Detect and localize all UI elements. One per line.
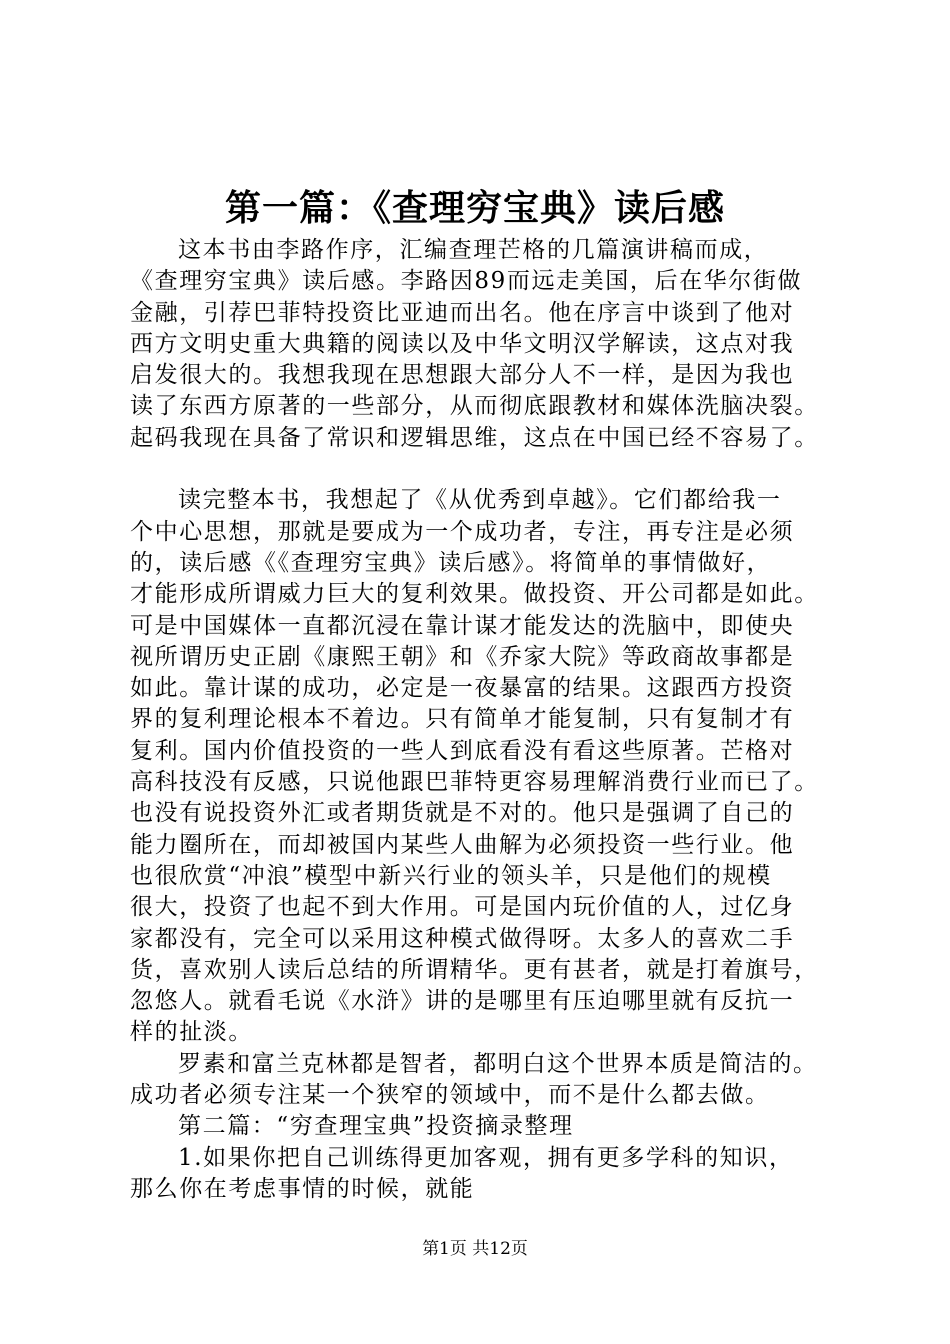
document-body [130, 235, 860, 1205]
paragraph-line: 很大，投资了也起不到大作用。可是国内玩价值的人，过亿身 [130, 894, 795, 921]
paragraph-line: 金融，引荐巴菲特投资比亚迪而出名。他在序言中谈到了他对 [130, 299, 795, 326]
paragraph-gap [130, 454, 860, 485]
paragraph-line: 读了东西方原著的一些部分，从而彻底跟教材和媒体洗脑决裂。 [130, 393, 819, 420]
page-footer: 第1页 共12页 [422, 1239, 528, 1259]
paragraph-line: 罗素和富兰克林都是智者，都明白这个世界本质是简洁的。 [178, 1050, 818, 1077]
section-heading: 第二篇：“穷查理宝典”投资摘录整理 [178, 1113, 574, 1140]
paragraph-line: 这本书由李路作序，汇编查理芒格的几篇演讲稿而成， [178, 237, 769, 263]
paragraph-line: 起码我现在具备了常识和逻辑思维，这点在中国已经不容易了。 [130, 424, 819, 451]
paragraph-line: 《查理穷宝典》读后感。李路因89而远走美国，后在华尔街做 [130, 268, 803, 295]
paragraph-line: 也很欣赏“冲浪”模型中新兴行业的领头羊，只是他们的规模 [130, 862, 772, 889]
paragraph-line: 启发很大的。我想我现在思想跟大部分人不一样，是因为我也 [130, 362, 795, 389]
paragraph-line: 也没有说投资外汇或者期货就是不对的。他只是强调了自己的 [130, 800, 795, 827]
paragraph-line: 可是中国媒体一直都沉浸在靠计谋才能发达的洗脑中，即使央 [130, 612, 795, 639]
paragraph-line: 西方文明史重大典籍的阅读以及中华文明汉学解读，这点对我 [130, 330, 795, 357]
paragraph-line: 能力圈所在，而却被国内某些人曲解为必须投资一些行业。他 [130, 831, 795, 858]
paragraph-line: 高科技没有反感，只说他跟巴菲特更容易理解消费行业而已了。 [130, 769, 819, 796]
paragraph-line: 的，读后感《《查理穷宝典》读后感》。将简单的事情做好， [130, 549, 772, 576]
paragraph-line: 才能形成所谓威力巨大的复利效果。做投资、开公司都是如此。 [130, 581, 819, 608]
paragraph-line: 如此。靠计谋的成功，必定是一夜暴富的结果。这跟西方投资 [130, 675, 795, 702]
paragraph-line: 家都没有，完全可以采用这种模式做得呀。太多人的喜欢二手 [130, 925, 795, 952]
paragraph-line: 复利。国内价值投资的一些人到底看没有看这些原著。芒格对 [130, 737, 795, 764]
paragraph-line: 那么你在考虑事情的时候，就能 [130, 1175, 475, 1202]
paragraph-line: 样的扯淡。 [130, 1019, 253, 1046]
paragraph-line: 忽悠人。就看毛说《水浒》讲的是哪里有压迫哪里就有反抗一 [130, 988, 795, 1015]
paragraph-line: 视所谓历史正剧《康熙王朝》和《乔家大院》等政商故事都是 [130, 643, 795, 670]
paragraph-line: 货，喜欢别人读后总结的所谓精华。更有甚者，就是打着旗号， [130, 956, 819, 983]
paragraph-line: 成功者必须专注某一个狭窄的领域中，而不是什么都去做。 [130, 1082, 770, 1109]
paragraph-line: 1.如果你把自己训练得更加客观，拥有更多学科的知识， [178, 1144, 794, 1171]
document-title: 第一篇：《查理穷宝典》读后感 [224, 187, 725, 229]
paragraph-line: 界的复利理论根本不着边。只有简单才能复制，只有复制才有 [130, 706, 795, 733]
paragraph-line: 读完整本书，我想起了《从优秀到卓越》。它们都给我一 [178, 487, 782, 514]
paragraph-line: 个中心思想，那就是要成为一个成功者，专注，再专注是必须 [130, 518, 795, 545]
